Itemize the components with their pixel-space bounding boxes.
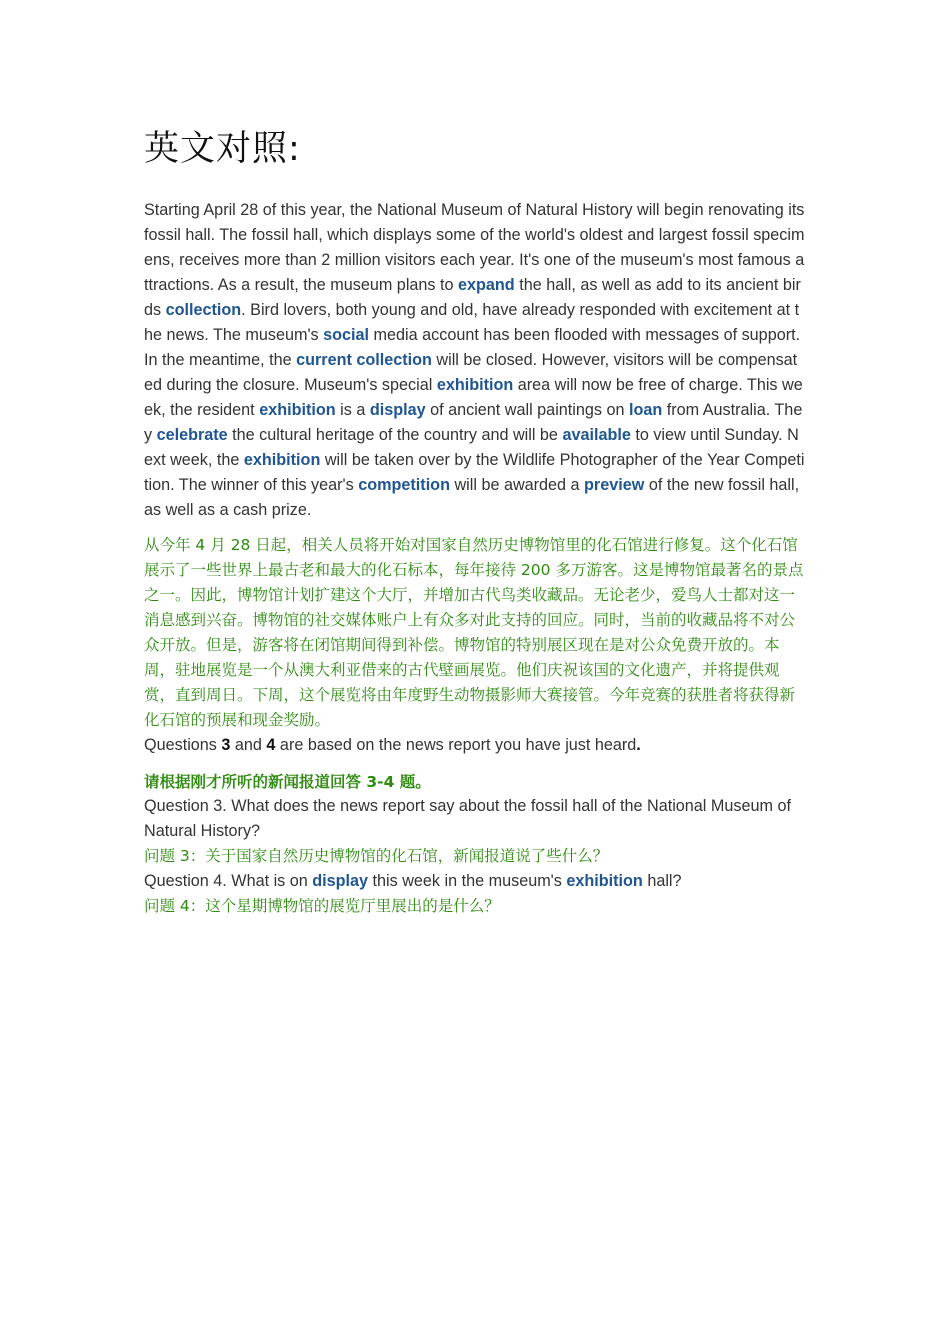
text-run: . Bird lovers, both young and old, have already responded with excitement at the news. The museum's xyxy=(144,301,800,344)
english-passage xyxy=(144,198,806,523)
instructions-zh: 请根据刚才所听的新闻报道回答 3-4 题。 xyxy=(144,773,431,791)
text-run: Starting April 28 of this year, the National Museum of Natural History will begin renovating its fossil hall. The fossil hall, which displays some of the world's oldest and largest fossil specimens, receives more than 2 million visitors each year. It's one of the museum's most famous attractions. As a result, the museum plans to xyxy=(144,201,805,294)
keyword: display xyxy=(312,872,369,890)
text-run: will be closed. However, visitors will be compensated during the closure. Museum's special xyxy=(144,351,798,394)
chinese-translation: 从今年 4 月 28 日起，相关人员将开始对国家自然历史博物馆里的化石馆进行修复。这个化石馆展示了一些世界上最古老和最大的化石标本，每年接待 200 多万游客。这是博物馆最著名的景点之一。因此，博物馆计划扩建这个大厅，并增加古代鸟类收藏品。无论老少，爱鸟人士都对这一消息感到兴奋。博物馆的社交媒体账户上有众多对此支持的回应。同时，当前的收藏品将不对公众开放。但是，游客将在闭馆期间得到补偿。博物馆的特别展区现在是对公众免费开放的。本周，驻地展览是一个从澳大利亚借来的古代壁画展览。他们庆祝该国的文化遗产，并将提供观赏，直到周日。下周，这个展览将由年度野生动物摄影师大赛接管。今年竞赛的获胜者将获得新化石馆的预展和现金奖励。 xyxy=(144,536,804,729)
text-run: media account has been flooded with messages of support. In the meantime, the xyxy=(144,326,801,369)
keyword: available xyxy=(562,426,631,444)
text-run: this week in the museum's xyxy=(368,872,567,890)
keyword: exhibition xyxy=(243,451,321,469)
text-run: is a xyxy=(335,401,370,419)
keyword: collection xyxy=(165,301,242,319)
text-run: the hall, as well as add to its ancient birds xyxy=(144,276,801,319)
text-run: will be awarded a xyxy=(449,476,585,494)
text-run: hall? xyxy=(642,872,682,890)
page-title: 英文对照: xyxy=(144,129,301,169)
keyword: preview xyxy=(584,476,645,494)
keyword: exhibition xyxy=(436,376,514,394)
keyword: celebrate xyxy=(156,426,228,444)
question-4-en xyxy=(144,869,806,894)
text-run: of ancient wall paintings on xyxy=(425,401,629,419)
document-page xyxy=(144,124,806,919)
text-run: of the new fossil hall, as well as a cash prize. xyxy=(144,476,800,519)
keyword: current collection xyxy=(296,351,432,369)
text-run: area will now be free of charge. This week, the resident xyxy=(144,376,803,419)
keyword: exhibition xyxy=(259,401,336,419)
keyword: loan xyxy=(628,401,663,419)
keyword: competition xyxy=(358,476,450,494)
question-4-zh: 问题 4：这个星期博物馆的展览厅里展出的是什么？ xyxy=(144,897,500,915)
text-run: will be taken over by the Wildlife Photographer of the Year Competition. The winner of this year's xyxy=(144,451,805,494)
text-run: Question 4. What is on xyxy=(144,872,313,890)
question-3-zh: 问题 3：关于国家自然历史博物馆的化石馆，新闻报道说了些什么？ xyxy=(144,847,609,865)
text-run: the cultural heritage of the country and will be xyxy=(227,426,563,444)
text-run: to view until Sunday. Next week, the xyxy=(144,426,799,469)
instructions-en: Questions 3 and 4 are based on the news report you have just heard. xyxy=(144,736,641,754)
keyword: display xyxy=(369,401,426,419)
question-3-en: Question 3. What does the news report say about the fossil hall of the National Museum of Natural History? xyxy=(144,797,791,840)
text-run: from Australia. They xyxy=(144,401,803,444)
keyword: expand xyxy=(458,276,515,294)
keyword: social xyxy=(323,326,370,344)
keyword: exhibition xyxy=(566,872,643,890)
